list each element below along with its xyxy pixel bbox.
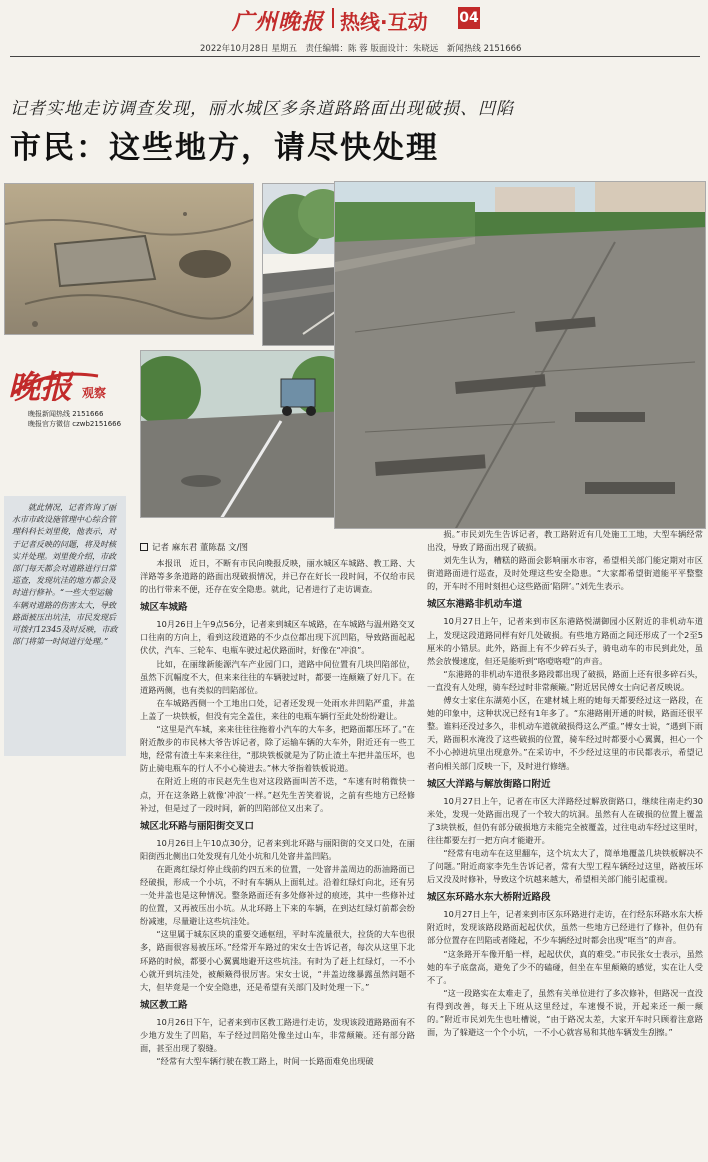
badge-wechat: 晚报官方微信 czwb2151666 — [28, 420, 122, 428]
paragraph: 比如，在丽缘新能源汽车产业园门口，道路中间位置有几块凹陷部位，虽然下沉幅度不大，但来来往往的车辆驶过时，都要一连颠簸了好几下。在道路两侧，也有类似的凹陷部位。 — [140, 658, 415, 695]
section-heading: 城区车城路 — [140, 602, 188, 614]
paragraph: “东港路的非机动车道很多路段都出现了破损，路面上还有很多碎石头，一直没有人处理，骑车经过时非常颠簸。”附近居民傅女士向记者反映说。 — [427, 668, 703, 692]
paragraph: 10月26日上午9点56分，记者来到城区车城路，在车城路与温州路交叉口往南的方向上，看到这段道路的不少点位都出现下沉凹陷，导致路面起起伏伏，汽车、三轮车、电瓶车驶过起伏路面时，好像在“冲浪”。 — [140, 619, 415, 656]
paragraph: “这里属于城东区块的重要交通枢纽，平时车流量很大，拉货的大车也很多，路面很容易被压坏。”经常开车路过的宋女士告诉记者，每次从这里下北环路的时候，都要小心翼翼地避开这些坑洼。有时为了赶上红绿灯，一不小心就开到坑洼处，被颠簸得很厉害。宋女士说，“井盖边缘暴露虽然问题不大，但毕竟是一个安全隐患，还是希望有关部门及时处理一下。” — [140, 929, 415, 992]
section-heading: 城区大洋路与解放街路口附近 — [427, 778, 551, 790]
paragraph: 刘先生认为，糟糕的路面会影响丽水市容，希望相关部门能定期对市区街道路面进行巡查，及时处理这些安全隐患。“大家都希望街道能平平整整的，开车时不用时刻担心这些路面‘陷阱’。”刘先生表示。 — [427, 555, 703, 592]
paragraph: 10月26日上午10点30分，记者来到北环路与丽阳街的交叉口处，在丽阳街西北侧出口处发现有几处小坑和几处窨井盖凹陷。 — [140, 837, 415, 861]
photo-road-plate — [4, 183, 254, 335]
badge-tag: 观察 — [82, 386, 107, 400]
section-heading: 城区北环路与丽阳街交叉口 — [140, 820, 255, 832]
paragraph: 在距离红绿灯停止线前约四五米的位置，一处窨井盖周边的沥油路面已经破损，形成一个小坑，不时有车辆从上面轧过。沿着红绿灯向北，还有另一处井盖也是这种情况。整条路面还有多处修补过的痕迹，其中一些修补过的位置，又再被压出小坑。从北环路上下来的车辆，在到达红绿灯前都会纷纷减速，尽量避让这些坑洼处。 — [140, 863, 415, 927]
masthead — [0, 0, 708, 40]
badge-hotline: 晚报新闻热线 2151666 — [28, 410, 104, 418]
masthead-separator — [332, 8, 334, 28]
header-rule — [10, 56, 700, 57]
byline — [140, 541, 248, 553]
paragraph: “经常有大型车辆行驶在教工路上，时间一长路面难免出现破 — [156, 1056, 374, 1067]
byline-marker-icon — [140, 543, 148, 551]
photo-wide-road — [334, 181, 706, 529]
paragraph: 傅女士家住东湖苑小区，在建材城上班的她每天都要经过这一路段，在她的印象中，这种状况已经有1年多了。“东港路刚开通的时候，路面还很平整。谁料还没过多久，非机动车道就破损得这么严重。”傅女士说，“遇到下雨天，路面积水淹没了这些破损的位置，骑车经过时都要小心翼翼，担心一个不小心掉进坑里出现意外。”在采访中，不少经过这里的市民都表示，希望记者向相关部门反映一下，及时进行修缮。 — [427, 695, 703, 771]
edition-info: 2022年10月28日 星期五 责任编辑：陈 蓉 版面设计：朱晓远 新闻热线 2151666 — [200, 44, 522, 54]
subheadline: 记者实地走访调查发现，丽水城区多条道路路面出现破损、凹陷 — [10, 99, 514, 119]
section-title: 热线·互动 — [340, 10, 428, 34]
badge-title: 晚报 — [8, 368, 73, 406]
paragraph: “经常有电动车在这里翻车，这个坑太大了，简单地覆盖几块铁板解决不了问题。”附近商家李先生告诉记者，常有大型工程车辆经过这里，路被压坏后又没及时修补，导致这个坑越来越大，希望相关部门能引起重视。 — [427, 847, 703, 885]
commentary-box: 就此情况，记者咨询了丽水市市政设施管理中心综合管理科科长刘里俊，他表示，对于记者反映的问题，将及时核实并处理。刘里俊介绍，市政部门每天都会对道路进行日常巡查，发现坑洼的地方都会及时进行修补。“一些大型运输车辆对道路的伤害太大，导致路面被压出坑洼，市民发现后可拨打12345及时反映，市政部门将第一时间进行处理。” — [4, 496, 126, 756]
section-heading: 城区教工路 — [140, 999, 188, 1011]
paragraph: 10月27日上午，记者在市区大洋路经过解放街路口，继续往南走约30米处，发现一处路面出现了一个较大的坑洞。虽然有人在破损的位置上覆盖了3块铁板，但仍有部分破损地方未能完全被覆盖，过往电动车经过这里时，往往都要左打一把方向才能避开。 — [427, 795, 703, 845]
section-heading: 城区东港路非机动车道 — [427, 599, 523, 611]
headline: 市民：这些地方，请尽快处理 — [10, 130, 439, 166]
newspaper-logo: 广州晚报 — [232, 9, 325, 35]
paragraph: 损。”市民刘先生告诉记者，教工路附近有几处施工工地，大型车辆经常出没，导致了路面出现了破损。 — [427, 529, 703, 553]
paragraph: “这条路开车像开船一样，起起伏伏，真的难受。”市民张女士表示，虽然她的车子底盘高，避免了少不的磕碰，但坐在车里颠簸的感觉，实在让人受不了。 — [427, 948, 703, 985]
article-column-left — [140, 557, 415, 1157]
paragraph: 在车城路西侧一个工地出口处，记者还发现一处雨水井凹陷严重，井盖上盖了一块铁板，但没有完全盖住，来往的电瓶车辆行至此处纷纷避让。 — [140, 697, 415, 721]
paragraph: “这里是汽车城，来来往往往拖着小汽车的大车多，把路面都压坏了。”在附近散步的市民林大爷告诉记者，除了运输车辆的大车外，附近还有一些工地，经常有渣土车来来往往，“那块铁板就是为了防止渣土车把井盖压坏，也防止骑电瓶车的行人不小心骑进去。”林大爷指着铁板说道。 — [140, 724, 415, 774]
photo-road-tricycle — [140, 350, 346, 518]
paragraph: 本报讯 近日，不断有市民向晚报反映，丽水城区车城路、教工路、大洋路等多条道路的路面出现破损情况，并已存在好长一段时间，不仅给市民的出行带来不便，还存在安全隐患。就此，记者进行了走访调查。 — [140, 558, 415, 595]
paragraph: 10月26日下午，记者来到市区教工路进行走访，发现该段道路路面有不少地方发生了凹陷，车子经过凹陷处像坐过山车，非常颠簸。还有部分路面，甚至出现了裂缝。 — [140, 1016, 415, 1053]
section-heading: 城区东环路水东大桥附近路段 — [427, 892, 551, 904]
paragraph: “这一段路实在太难走了，虽然有关单位进行了多次修补，但路况一直没有得到改善，每天上下班从这里经过，车速慢不说，开起来还一颠一颠的。”附近市民刘先生也吐槽说，“由于路况太差，大家开车时只顾着注意路面，为了躲避这一个个小坑，一不小心就容易和其他车辆发生刮擦。” — [427, 987, 703, 1038]
article-column-right — [427, 528, 703, 1158]
page-number: 04 — [458, 7, 480, 29]
paragraph: 10月27日上午，记者来到市区东环路进行走访，在行经东环路水东大桥附近时，发现该路段路面起起伏伏，虽然一些地方已经进行了修补，但仍有部分位置存在凹陷或者隆起，不少车辆经过时都会出现“哐当”的声音。 — [427, 909, 703, 946]
paragraph: 10月27日上午，记者来到市区东港路悦湖御园小区附近的非机动车道上，发现这段道路同样有好几处破损。有些地方路面之间还形成了一个2至5厘米的小错层。此外，路面上有不少碎石头子，骑电动车的市民到此处，虽然会放慢速度，但还是能听到“咯噔咯噔”的声音。 — [427, 616, 703, 666]
byline-text: 记者 麻东君 董陈磊 文/图 — [152, 543, 248, 553]
paragraph: 在附近上班的市民赵先生也对这段路面叫苦不迭，“车速有时稍微快一点，开在这条路上就像‘冲浪’一样。”赵先生苦笑着说，之前有些地方已经修补过，但是过了一段时间，新的凹陷部位又出来了。 — [140, 776, 415, 813]
